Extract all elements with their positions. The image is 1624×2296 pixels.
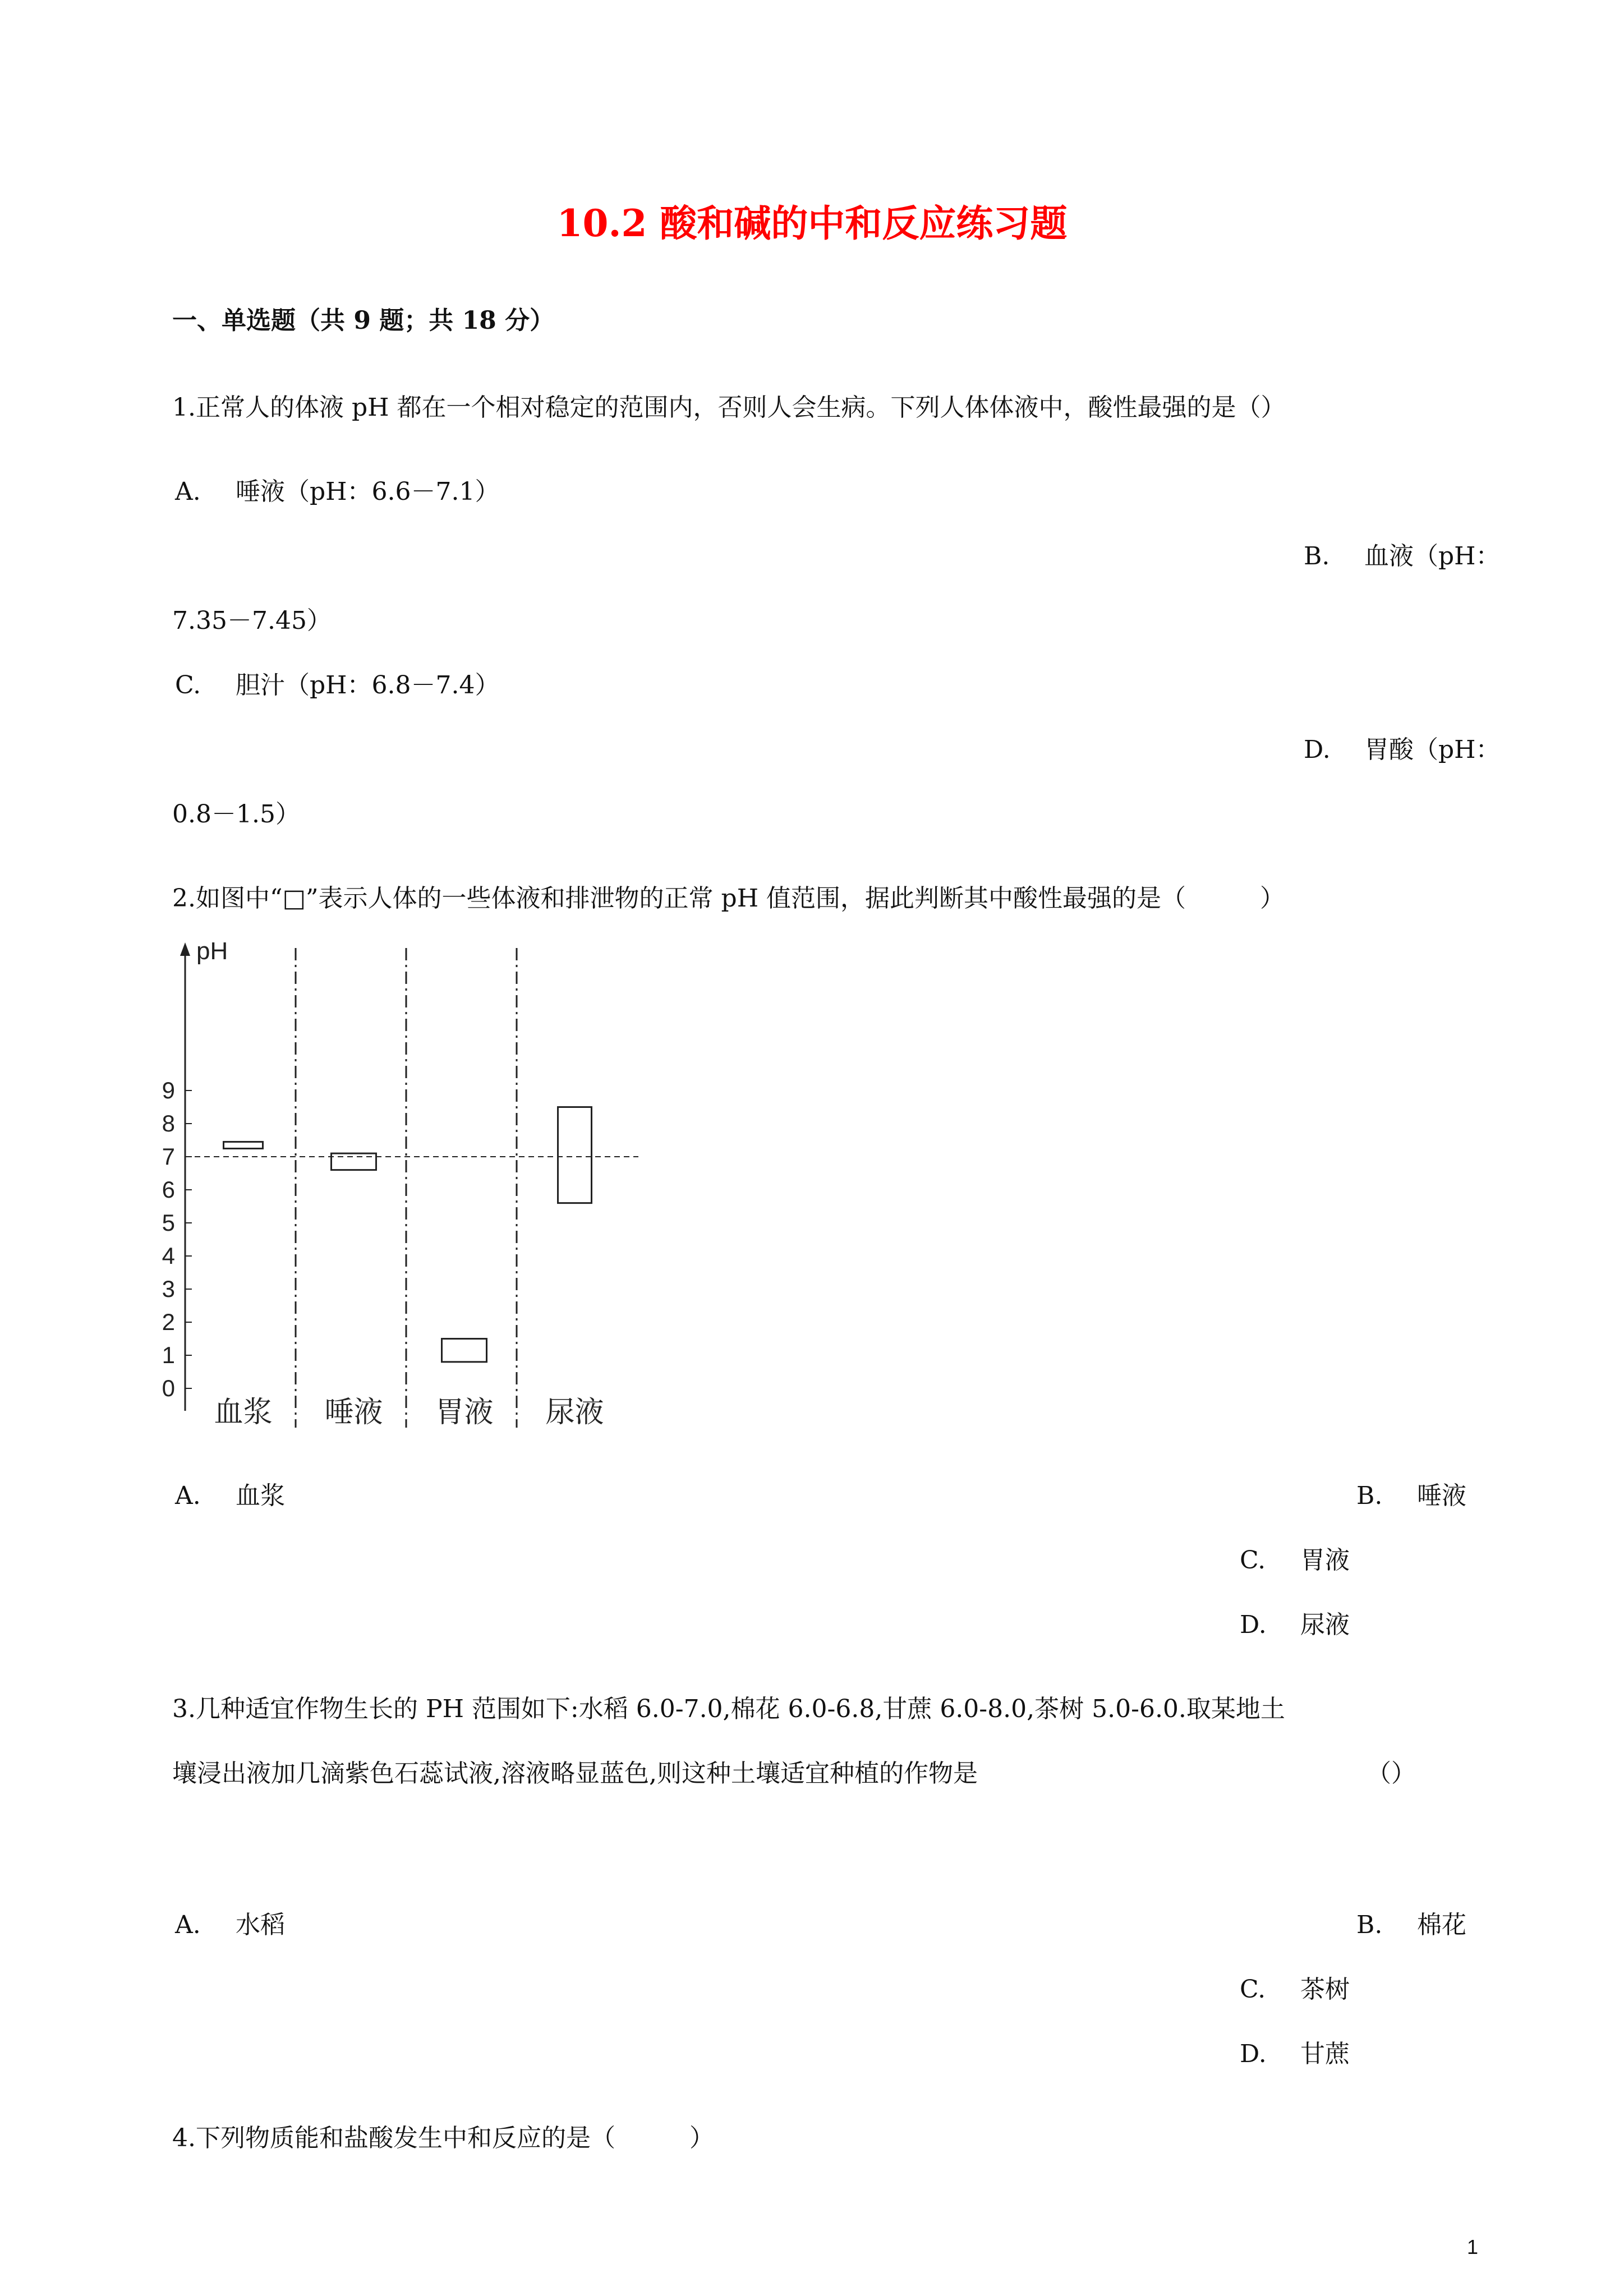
- option-letter: D.: [1240, 1611, 1267, 1639]
- question-3-option-a[interactable]: [175, 1904, 285, 1940]
- category-label: 血浆: [214, 1396, 273, 1429]
- y-tick-label: 2: [162, 1309, 175, 1335]
- page-title: 10.2 酸和碱的中和反应练习题: [556, 201, 1068, 245]
- question-1-option-b-continued: 7.35－7.45）: [172, 606, 332, 635]
- question-1-option-d[interactable]: [1304, 729, 1501, 765]
- ph-range-chart: [151, 931, 645, 1436]
- question-2-option-d[interactable]: [1240, 1604, 1350, 1640]
- option-text: 水稻: [236, 1911, 285, 1939]
- y-tick-label: 0: [162, 1375, 175, 1401]
- section-heading: 一、单选题（共 9 题；共 18 分）: [172, 306, 555, 335]
- range-box-2: [332, 1153, 376, 1170]
- question-3-stem-line-2: 壤浸出液加几滴紫色石蕊试液,溶液略显蓝色,则这种土壤适宜种植的作物是: [172, 1759, 978, 1788]
- y-tick-label: 4: [162, 1243, 175, 1269]
- option-text: 唾液: [1417, 1481, 1466, 1510]
- y-tick-label: 5: [162, 1209, 175, 1236]
- category-label: 胃液: [435, 1396, 494, 1429]
- question-2-option-b[interactable]: [1356, 1475, 1466, 1511]
- question-4-stem: 4.下列物质能和盐酸发生中和反应的是（ ）: [172, 2124, 714, 2152]
- question-1-stem: 1.正常人的体液 pH 都在一个相对稳定的范围内，否则人会生病。下列人体体液中，酸性最强的是（）: [172, 393, 1286, 422]
- page-number: 1: [1466, 2235, 1478, 2258]
- question-3-option-c[interactable]: [1240, 1969, 1350, 2005]
- y-tick-label: 9: [162, 1077, 175, 1103]
- option-letter: C.: [175, 671, 201, 700]
- category-label: 尿液: [545, 1396, 604, 1429]
- option-letter: A.: [175, 1911, 201, 1939]
- y-axis-arrow: [180, 942, 190, 956]
- option-text: 甘蔗: [1300, 2040, 1350, 2068]
- question-2-stem: 2.如图中“□”表示人体的一些体液和排泄物的正常 pH 值范围，据此判断其中酸性最强的是（ ）: [172, 884, 1285, 913]
- option-text: 血浆: [236, 1481, 285, 1510]
- option-text: 棉花: [1417, 1911, 1466, 1939]
- option-text: 胃液: [1300, 1546, 1350, 1575]
- question-3-answer-paren: （）: [1367, 1759, 1416, 1788]
- question-3-option-b[interactable]: [1356, 1904, 1466, 1940]
- question-2-option-c[interactable]: [1240, 1540, 1350, 1576]
- y-axis-label: pH: [196, 937, 228, 965]
- question-3-stem-line-1: 3.几种适宜作物生长的 PH 范围如下:水稻 6.0-7.0,棉花 6.0-6.8,甘蔗 6.0-8.0,茶树 5.0-6.0.取某地土: [172, 1695, 1285, 1723]
- range-box-4: [558, 1107, 592, 1203]
- y-tick-label: 6: [162, 1176, 175, 1203]
- option-letter: C.: [1240, 1975, 1266, 2004]
- option-letter: B.: [1356, 1911, 1383, 1939]
- option-letter: D.: [1240, 2040, 1267, 2068]
- question-1-option-c[interactable]: [175, 665, 500, 701]
- option-text: 唾液（pH：6.6－7.1）: [236, 477, 500, 506]
- chart-plot-area: [162, 937, 638, 1429]
- question-1-option-d-continued: 0.8－1.5）: [172, 800, 300, 829]
- y-tick-label: 7: [162, 1143, 175, 1170]
- question-1-option-a[interactable]: [175, 471, 500, 507]
- option-letter: B.: [1304, 542, 1330, 570]
- question-3-option-d[interactable]: [1240, 2033, 1350, 2069]
- option-text: 尿液: [1300, 1611, 1350, 1639]
- option-letter: A.: [175, 1481, 201, 1510]
- range-box-3: [442, 1339, 487, 1362]
- option-letter: A.: [175, 477, 201, 506]
- category-label: 唾液: [324, 1396, 383, 1429]
- option-text: 茶树: [1300, 1975, 1350, 2004]
- option-letter: C.: [1240, 1546, 1266, 1575]
- option-text: 胃酸（pH：: [1364, 735, 1501, 764]
- y-tick-label: 8: [162, 1110, 175, 1137]
- y-tick-label: 1: [162, 1342, 175, 1368]
- option-text: 胆汁（pH：6.8－7.4）: [236, 671, 500, 700]
- option-text: 血液（pH：: [1364, 542, 1501, 570]
- option-letter: D.: [1304, 735, 1331, 764]
- question-2-option-a[interactable]: [175, 1475, 285, 1511]
- range-box-1: [224, 1142, 263, 1148]
- y-tick-label: 3: [162, 1276, 175, 1302]
- option-letter: B.: [1356, 1481, 1383, 1510]
- question-1-option-b[interactable]: [1304, 536, 1501, 572]
